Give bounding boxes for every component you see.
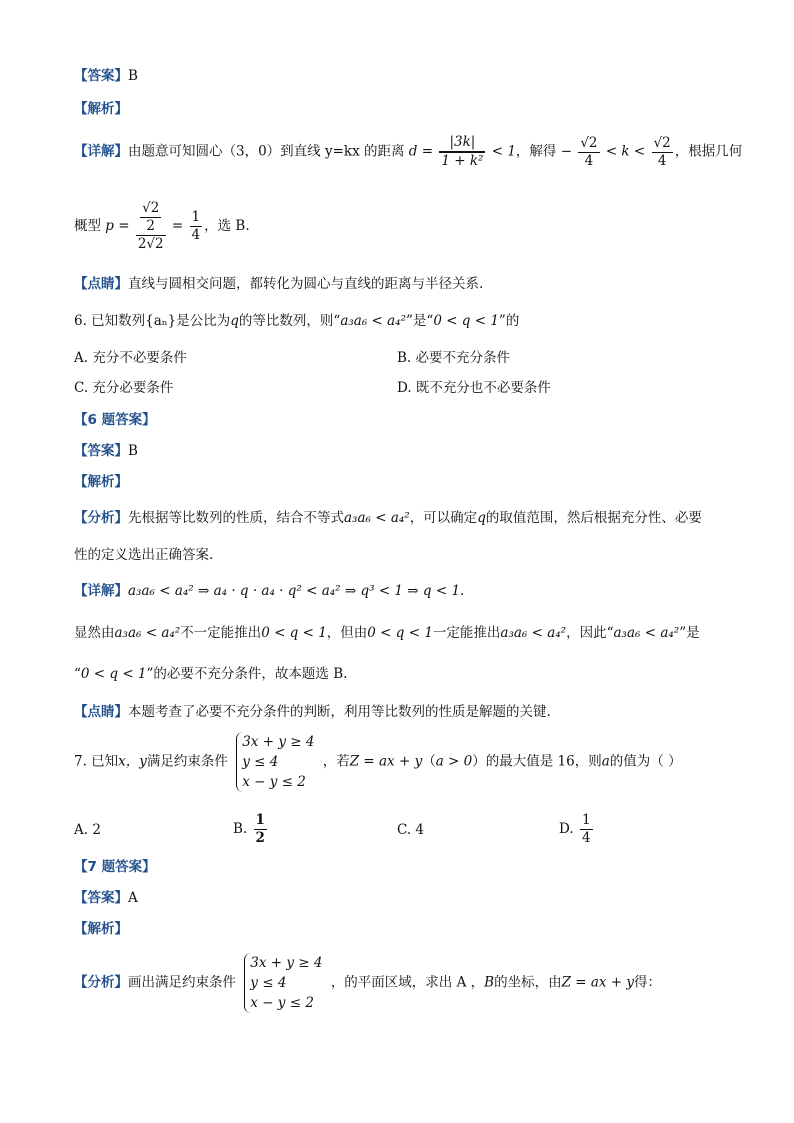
q6-fenxi-3: 的取值范围，然后根据充分性、必要 (485, 510, 702, 526)
constraint-2: y ≤ 4 (242, 754, 279, 770)
q7-a-condition: a > 0 (435, 753, 473, 770)
q7-option-b-num: 1 (255, 812, 265, 828)
k-upper-fraction (652, 135, 673, 170)
q5-probability-line (74, 200, 250, 253)
answer-tag: 【答案】 (74, 68, 128, 84)
q7-option-b (233, 812, 269, 847)
q6-fenxi-q: q (477, 510, 486, 526)
q6-stem-d: ”的 (498, 313, 520, 329)
probability-lhs: p = (105, 218, 130, 234)
q6-stem-c: ”是“ (406, 313, 434, 329)
q7-option-d-den: 4 (581, 830, 591, 846)
q6-obv-text-3: ，但由 (326, 625, 368, 641)
q7-option-b-label: B. (233, 821, 248, 837)
q7-option-d (559, 812, 595, 847)
q7-fenxi-4: 得： (634, 974, 662, 991)
q6-obv-math-5: a₃a₆ < a₄² (613, 625, 680, 641)
q6-fenxi-math: a₃a₆ < a₄² (344, 510, 410, 526)
q6-analysis-tag: 【解析】 (74, 474, 128, 490)
q7-option-d-label: D. (559, 821, 574, 837)
fenxi-tag: 【分析】 (74, 510, 128, 526)
distance-fraction (439, 134, 485, 170)
q6-answer: B (128, 443, 138, 459)
q6-detail-math: a₃a₆ < a₄² ⇒ a₄ · q · a₄ · q² < a₄² ⇒ q³ < 1 ⇒ q < 1. (128, 583, 465, 599)
q6-stem-a: 6. 已知数列{aₙ}是公比为 (74, 313, 231, 329)
tips-tag: 【点睛】 (74, 276, 128, 292)
k-upper-num: √2 (653, 134, 671, 151)
q7-xy: x，y (118, 753, 147, 770)
q7-stem-c: ，若 (322, 753, 350, 770)
constraint-3: x − y ≤ 2 (242, 774, 306, 790)
q7-constraint-system (236, 732, 314, 792)
q6-condition-1: a₃a₆ < a₄² (340, 313, 406, 329)
q5-detail-line (74, 134, 742, 170)
q5-tips-text: 直线与圆相交问题，都转化为圆心与直线的距离与半径关系. (128, 276, 484, 292)
q6-fenxi-1: 先根据等比数列的性质，结合不等式 (128, 510, 344, 526)
q7-option-a: A. 2 (74, 822, 101, 838)
q7-fenxi-2: ，的平面区域，求出 A ， (330, 974, 485, 991)
result-den: 4 (191, 227, 201, 243)
fenxi-tag: 【分析】 (74, 974, 128, 991)
q7-option-c: C. 4 (397, 822, 425, 838)
probability-denominator: 2√2 (137, 236, 164, 252)
q5-detail-text-2: ，解得 (515, 143, 557, 160)
q7-analysis-tag: 【解析】 (74, 921, 128, 937)
tips-tag: 【点睛】 (74, 704, 128, 720)
q7-option-d-num: 1 (581, 812, 591, 828)
q6-obv-text-2: 不一定能推出 (180, 625, 262, 641)
inner-den: 2 (146, 218, 156, 234)
q7-stem-f: 的值为（ ） (609, 753, 682, 770)
probability-numerator (136, 200, 166, 236)
q6-obvious-line-1 (74, 624, 700, 642)
q6-option-a: A. 充分不必要条件 (74, 350, 187, 366)
probability-text-2: ，选 B. (204, 218, 250, 234)
detail-tag: 【详解】 (74, 583, 128, 599)
q6-stem-b: 的等比数列，则“ (238, 313, 341, 329)
q7-option-b-den: 2 (255, 830, 265, 846)
q6-obv-math-4: a₃a₆ < a₄² (500, 625, 567, 641)
q6-option-d: D. 既不充分也不必要条件 (397, 380, 551, 396)
q7-stem-e: ）的最大值是 16，则 (472, 753, 602, 770)
k-lower-den: 4 (584, 152, 594, 169)
probability-result (190, 209, 203, 244)
q6-obv-math-1: a₃a₆ < a₄² (114, 625, 181, 641)
q6-obv-text-7: “ (74, 666, 81, 682)
distance-lhs: d = (408, 143, 434, 160)
q5-answer: B (128, 68, 138, 84)
constraint-1: 3x + y ≥ 4 (242, 734, 315, 750)
q6-tips-line (74, 703, 551, 721)
fenxi-constraint-2: y ≤ 4 (250, 975, 287, 991)
q7-answer-line (74, 889, 138, 907)
q6-obv-math-6: 0 < q < 1 (80, 666, 147, 682)
q6-fenxi-line-2: 性的定义选出正确答案. (74, 547, 214, 563)
k-range-minus: − (560, 143, 573, 160)
probability-fraction (136, 200, 166, 253)
q6-fenxi-line-1 (74, 509, 702, 527)
q6-obvious-line-2 (74, 665, 347, 683)
q7-stem-b: 满足约束条件 (146, 753, 228, 770)
answer-tag: 【答案】 (74, 443, 128, 459)
q6-answer-header: 【6 题答案】 (74, 412, 156, 428)
q6-obv-text-1: 显然由 (74, 625, 115, 641)
fenxi-constraint-3: x − y ≤ 2 (250, 995, 314, 1011)
inner-num: √2 (142, 200, 160, 216)
q7-stem-d: （ (422, 753, 436, 770)
q5-detail-text-1: 由题意可知圆心（3，0）到直线 y=kx 的距离 (128, 143, 405, 160)
q7-fenxi-3: 的坐标，由 (494, 974, 562, 991)
q6-tips-text: 本题考查了必要不充分条件的判断，利用等比数列的性质是解题的关键. (128, 704, 551, 720)
q5-tips-line (74, 275, 483, 293)
q7-objective: Z = ax + y (349, 753, 423, 770)
probability-eq: = (171, 218, 184, 234)
q6-obv-text-4: 一定能推出 (432, 625, 501, 641)
probability-inner-fraction (140, 200, 161, 235)
q7-answer-header: 【7 题答案】 (74, 859, 156, 875)
q5-detail-text-3: ，根据几何 (674, 143, 743, 160)
q7-fenxi-line (74, 953, 661, 1013)
q7-fenxi-B: B (484, 974, 495, 991)
distance-rhs: < 1 (491, 143, 516, 160)
k-lower-num: √2 (580, 134, 598, 151)
detail-tag: 【详解】 (74, 143, 128, 160)
q6-answer-line (74, 442, 138, 460)
distance-denominator: 1 + k² (441, 153, 484, 169)
q6-condition-2: 0 < q < 1 (433, 313, 499, 329)
q6-detail-line (74, 582, 464, 600)
q6-obv-text-6: ”是 (679, 625, 700, 641)
result-num: 1 (191, 209, 201, 225)
k-lower-fraction (578, 135, 599, 170)
q7-answer: A (128, 890, 138, 906)
q6-option-c: C. 充分必要条件 (74, 380, 174, 396)
q6-obv-text-5: ，因此“ (566, 625, 614, 641)
q6-obv-math-3: 0 < q < 1 (367, 625, 433, 641)
q7-option-d-fraction (580, 812, 593, 847)
q7-stem (74, 732, 682, 792)
q7-fenxi-z: Z = ax + y (561, 974, 635, 991)
analysis-tag: 【解析】 (74, 101, 128, 117)
k-range-mid: < k < (605, 143, 646, 160)
q6-obv-math-2: 0 < q < 1 (261, 625, 327, 641)
fenxi-constraint-1: 3x + y ≥ 4 (250, 955, 323, 971)
q7-a-var: a (601, 753, 610, 770)
k-upper-den: 4 (657, 152, 667, 169)
distance-numerator: |3k| (439, 134, 485, 152)
q6-stem (74, 312, 519, 330)
q7-fenxi-1: 画出满足约束条件 (128, 974, 236, 991)
q6-obv-text-8: ”的必要不充分条件，故本题选 B. (146, 666, 348, 682)
q6-q: q (230, 313, 239, 329)
q6-option-b: B. 必要不充分条件 (397, 350, 511, 366)
q7-stem-a: 7. 已知 (74, 753, 119, 770)
q5-answer-line (74, 67, 138, 85)
answer-tag: 【答案】 (74, 890, 128, 906)
q5-analysis-line (74, 100, 128, 118)
probability-text-1: 概型 (74, 218, 101, 234)
q6-fenxi-2: ，可以确定 (409, 510, 478, 526)
q7-option-b-fraction (254, 812, 267, 847)
q7-fenxi-constraint-system (244, 953, 322, 1013)
